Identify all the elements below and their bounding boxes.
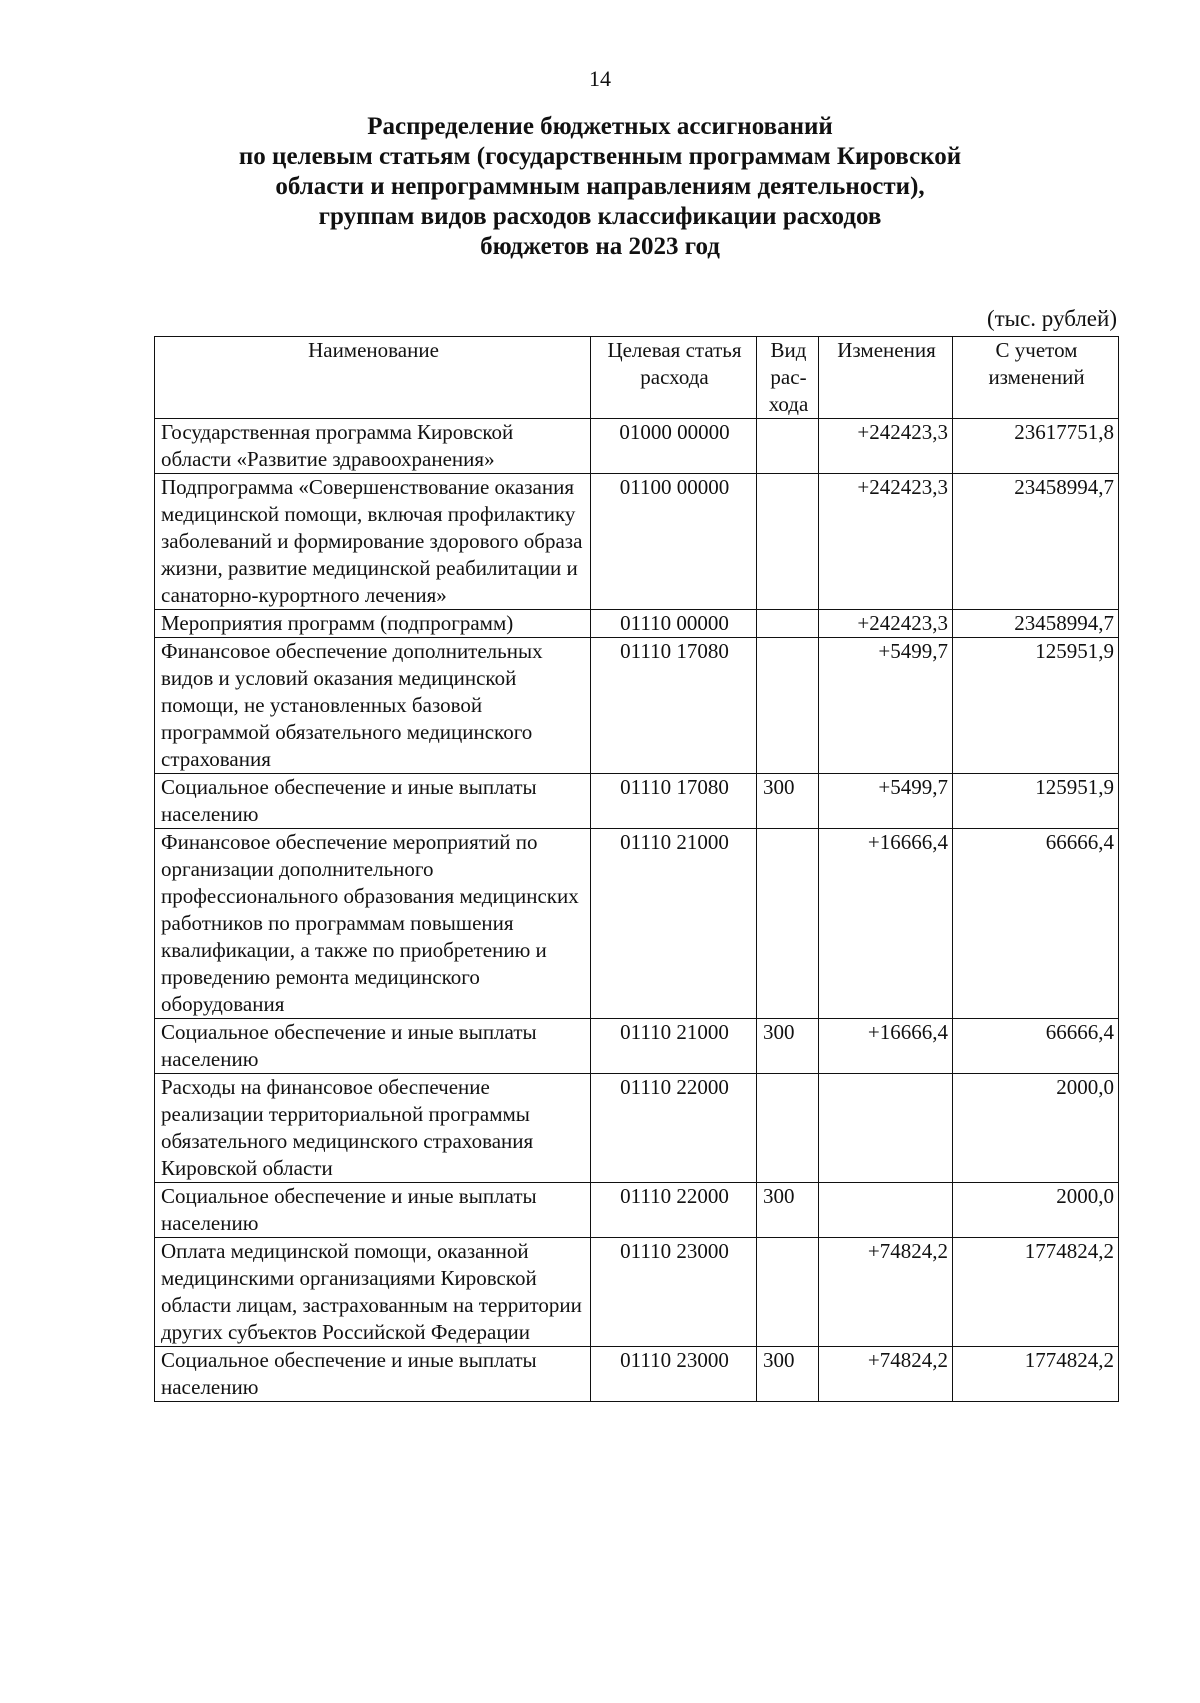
cell-total: 66666,4	[953, 1019, 1119, 1074]
cell-total: 125951,9	[953, 638, 1119, 774]
table-row	[155, 1074, 1119, 1183]
table-row	[155, 829, 1119, 1019]
table-row	[155, 419, 1119, 474]
table-row	[155, 474, 1119, 610]
table-row	[155, 1183, 1119, 1238]
cell-code: 01110 17080	[591, 774, 757, 829]
cell-kind	[757, 638, 819, 774]
cell-name: Государственная программа Кировской области «Развитие здравоохранения»	[155, 419, 591, 474]
cell-code: 01110 00000	[591, 610, 757, 638]
cell-code: 01100 00000	[591, 474, 757, 610]
cell-change	[819, 1074, 953, 1183]
cell-total: 2000,0	[953, 1183, 1119, 1238]
cell-kind	[757, 419, 819, 474]
title-line: по целевым статьям (государственным программам Кировской	[238, 143, 962, 170]
cell-name: Социальное обеспечение и иные выплаты населению	[155, 1019, 591, 1074]
header-kind: Вид рас-хода	[757, 337, 819, 419]
header-total: С учетом изменений	[953, 337, 1119, 419]
cell-change: +5499,7	[819, 638, 953, 774]
cell-total: 23617751,8	[953, 419, 1119, 474]
cell-code: 01110 17080	[591, 638, 757, 774]
cell-name: Расходы на финансовое обеспечение реализации территориальной программы обязательного медицинского страхования Кировской области	[155, 1074, 591, 1183]
table-row	[155, 638, 1119, 774]
budget-table	[154, 336, 1119, 1402]
cell-code: 01110 22000	[591, 1074, 757, 1183]
cell-name: Мероприятия программ (подпрограмм)	[155, 610, 591, 638]
table-row	[155, 610, 1119, 638]
cell-kind: 300	[757, 1183, 819, 1238]
cell-code: 01110 21000	[591, 1019, 757, 1074]
cell-name: Оплата медицинской помощи, оказанной медицинскими организациями Кировской области лицам, застрахованным на территории других субъектов Российской Федерации	[155, 1238, 591, 1347]
page-number: 14	[589, 66, 611, 91]
cell-name: Социальное обеспечение и иные выплаты населению	[155, 774, 591, 829]
cell-kind: 300	[757, 1347, 819, 1402]
cell-name: Подпрограмма «Совершенствование оказания медицинской помощи, включая профилактику заболеваний и формирование здорового образа жизни, развитие медицинской реабилитации и санаторно-курортного лечения»	[155, 474, 591, 610]
cell-kind	[757, 474, 819, 610]
header-code: Целевая статья расхода	[591, 337, 757, 419]
document-title	[150, 112, 1050, 262]
cell-name: Социальное обеспечение и иные выплаты населению	[155, 1347, 591, 1402]
cell-total: 66666,4	[953, 829, 1119, 1019]
cell-kind: 300	[757, 1019, 819, 1074]
cell-code: 01110 22000	[591, 1183, 757, 1238]
header-name: Наименование	[155, 337, 591, 419]
title-line: Распределение бюджетных ассигнований	[367, 113, 833, 140]
cell-total: 23458994,7	[953, 610, 1119, 638]
cell-code: 01110 23000	[591, 1347, 757, 1402]
cell-total: 1774824,2	[953, 1238, 1119, 1347]
cell-change	[819, 1183, 953, 1238]
table-row	[155, 1238, 1119, 1347]
cell-total: 23458994,7	[953, 474, 1119, 610]
cell-change: +74824,2	[819, 1347, 953, 1402]
cell-change: +242423,3	[819, 610, 953, 638]
cell-total: 125951,9	[953, 774, 1119, 829]
cell-kind	[757, 829, 819, 1019]
cell-total: 1774824,2	[953, 1347, 1119, 1402]
header-change: Изменения	[819, 337, 953, 419]
table-header-row	[155, 337, 1119, 419]
cell-kind	[757, 1238, 819, 1347]
cell-name: Социальное обеспечение и иные выплаты населению	[155, 1183, 591, 1238]
table-row	[155, 1347, 1119, 1402]
cell-kind	[757, 1074, 819, 1183]
cell-change: +242423,3	[819, 419, 953, 474]
cell-kind	[757, 610, 819, 638]
cell-change: +16666,4	[819, 1019, 953, 1074]
cell-change: +74824,2	[819, 1238, 953, 1347]
cell-name: Финансовое обеспечение дополнительных видов и условий оказания медицинской помощи, не установленных базовой программой обязательного медицинского страхования	[155, 638, 591, 774]
cell-kind: 300	[757, 774, 819, 829]
table-row	[155, 1019, 1119, 1074]
cell-change: +16666,4	[819, 829, 953, 1019]
cell-code: 01000 00000	[591, 419, 757, 474]
cell-change: +242423,3	[819, 474, 953, 610]
cell-code: 01110 21000	[591, 829, 757, 1019]
title-line: бюджетов на 2023 год	[480, 233, 720, 260]
title-line: области и непрограммным направлениям деятельности),	[275, 173, 925, 200]
table-row	[155, 774, 1119, 829]
cell-change: +5499,7	[819, 774, 953, 829]
units-label: (тыс. рублей)	[986, 306, 1117, 331]
cell-total: 2000,0	[953, 1074, 1119, 1183]
title-line: группам видов расходов классификации расходов	[318, 203, 882, 230]
cell-code: 01110 23000	[591, 1238, 757, 1347]
cell-name: Финансовое обеспечение мероприятий по организации дополнительного профессионального образования медицинских работников по программам повышения квалификации, а также по приобретению и проведению ремонта медицинского оборудования	[155, 829, 591, 1019]
